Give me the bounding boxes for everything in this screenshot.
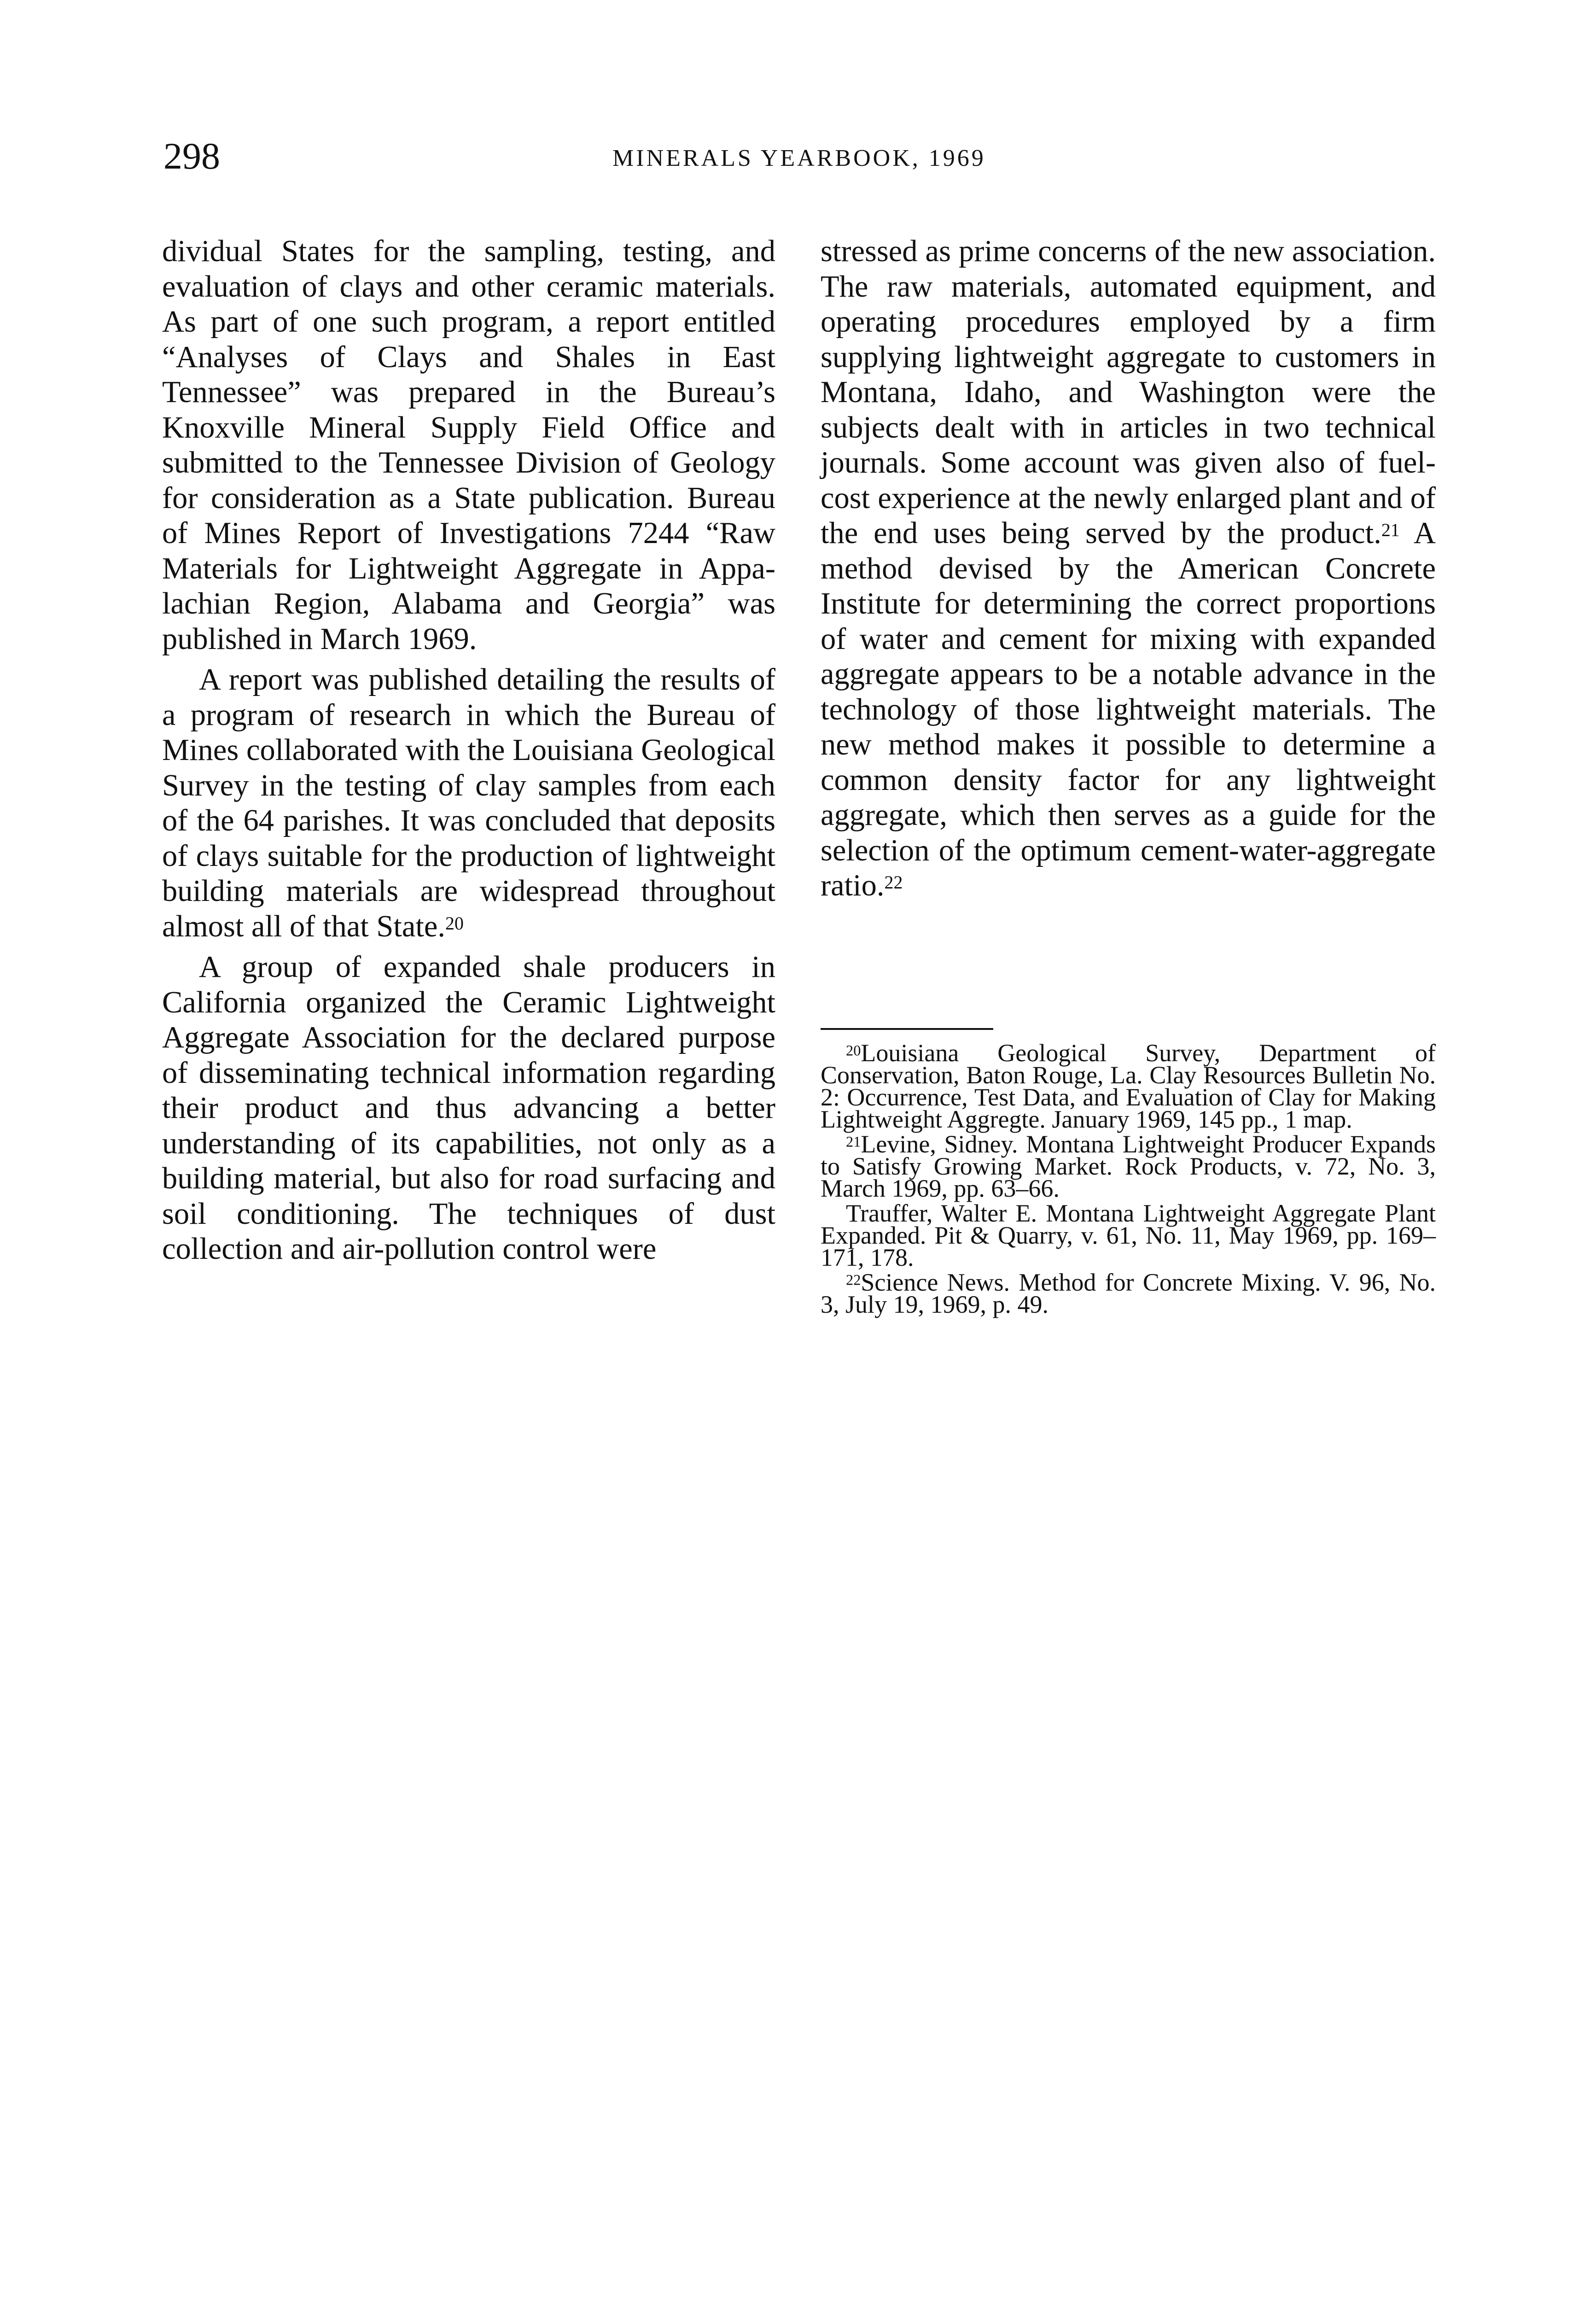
footnotes xyxy=(821,1039,1436,1318)
paragraph xyxy=(821,234,1436,904)
right-column xyxy=(821,234,1436,904)
footnote xyxy=(821,1039,1436,1133)
footnote-number: 20 xyxy=(846,1042,861,1059)
footnote xyxy=(821,1199,1436,1271)
footnote-number: 21 xyxy=(846,1134,861,1151)
paragraph: dividual States for the sampling, testing, and evaluation of clays and other ceramic materials. As part of one such program, a report entitled “Analyses of Clays and Shales in East Tennessee” was prepared in the Bureau’s Knoxville Mineral Supply Field Office and submitted to the Tennessee Division of Geology for consideration as a State publication. Bureau of Mines Report of Investigations 7244 “Raw Materials for Lightweight Aggregate in Appalachian Region, Alabama and Georgia” was published in March 1969. xyxy=(162,234,775,656)
footnote-reference: 21 xyxy=(1381,519,1400,540)
paragraph-text: stressed as prime concerns of the new association. The raw materials, automated equipment, and operating procedures employed by a firm supplying lightweight aggregate to customers in Montana, Idaho, and Washington were the subjects dealt with in articles in two technical journals. Some account was given also of fuel-cost experience at the newly enlarged plant and of the end uses being served by the product. xyxy=(821,234,1436,550)
footnote-text: Trauffer, Walter E. Montana Lightweight Aggregate Plant Expanded. Pit & Quarry, v. 61, No. 11, May 1969, pp. 169–171, 178. xyxy=(821,1199,1436,1271)
footnote-reference: 22 xyxy=(884,871,903,893)
footnote-reference: 20 xyxy=(445,912,464,934)
paragraph xyxy=(162,662,775,944)
paragraph-text: A method devised by the American Concrete Institute for determining the correct proportions of water and cement for mixing with expanded aggregate appears to be a notable advance in the technology of those lightweight materials. The new method makes it possible to determine a common density factor for any lightweight aggregate, which then serves as a guide for the selection of the optimum cement-water-aggregate ratio. xyxy=(821,516,1436,902)
footnote-rule xyxy=(821,1028,993,1030)
running-head: MINERALS YEARBOOK, 1969 xyxy=(612,145,986,171)
footnote-number: 22 xyxy=(846,1272,861,1289)
paragraph-text: A report was published detailing the results of a program of research in which the Bureau of Mines collaborated with the Louisiana Geological Survey in the testing of clay samples from each of the 64 parishes. It was concluded that deposits of clays suitable for the production of lightweight building materials are widespread throughout almost all of that State. xyxy=(162,663,775,943)
left-column xyxy=(162,234,775,1267)
footnote-text: Louisiana Geological Survey, Department of Conservation, Baton Rouge, La. Clay Resources Bulletin No. 2: Occurrence, Test Data, and Evaluation of Clay for Making Lightweight Aggregte. January 1969, 145 pp., 1 map. xyxy=(821,1039,1436,1133)
footnote-text: Science News. Method for Concrete Mixing. V. 96, No. 3, July 19, 1969, p. 49. xyxy=(821,1268,1436,1318)
footnote-text: Levine, Sidney. Montana Lightweight Producer Expands to Satisfy Growing Market. Rock Products, v. 72, No. 3, March 1969, pp. 63–66. xyxy=(821,1130,1436,1202)
footnote xyxy=(821,1130,1436,1202)
page-number: 298 xyxy=(163,135,220,177)
paragraph: A group of expanded shale producers in California organized the Ceramic Lightweight Aggregate Association for the declared purpose of disseminating technical information regarding their product and thus advancing a better understanding of its capabilities, not only as a building material, but also for road surfacing and soil conditioning. The techniques of dust collection and air-pollution control were xyxy=(162,950,775,1266)
footnote xyxy=(821,1268,1436,1318)
